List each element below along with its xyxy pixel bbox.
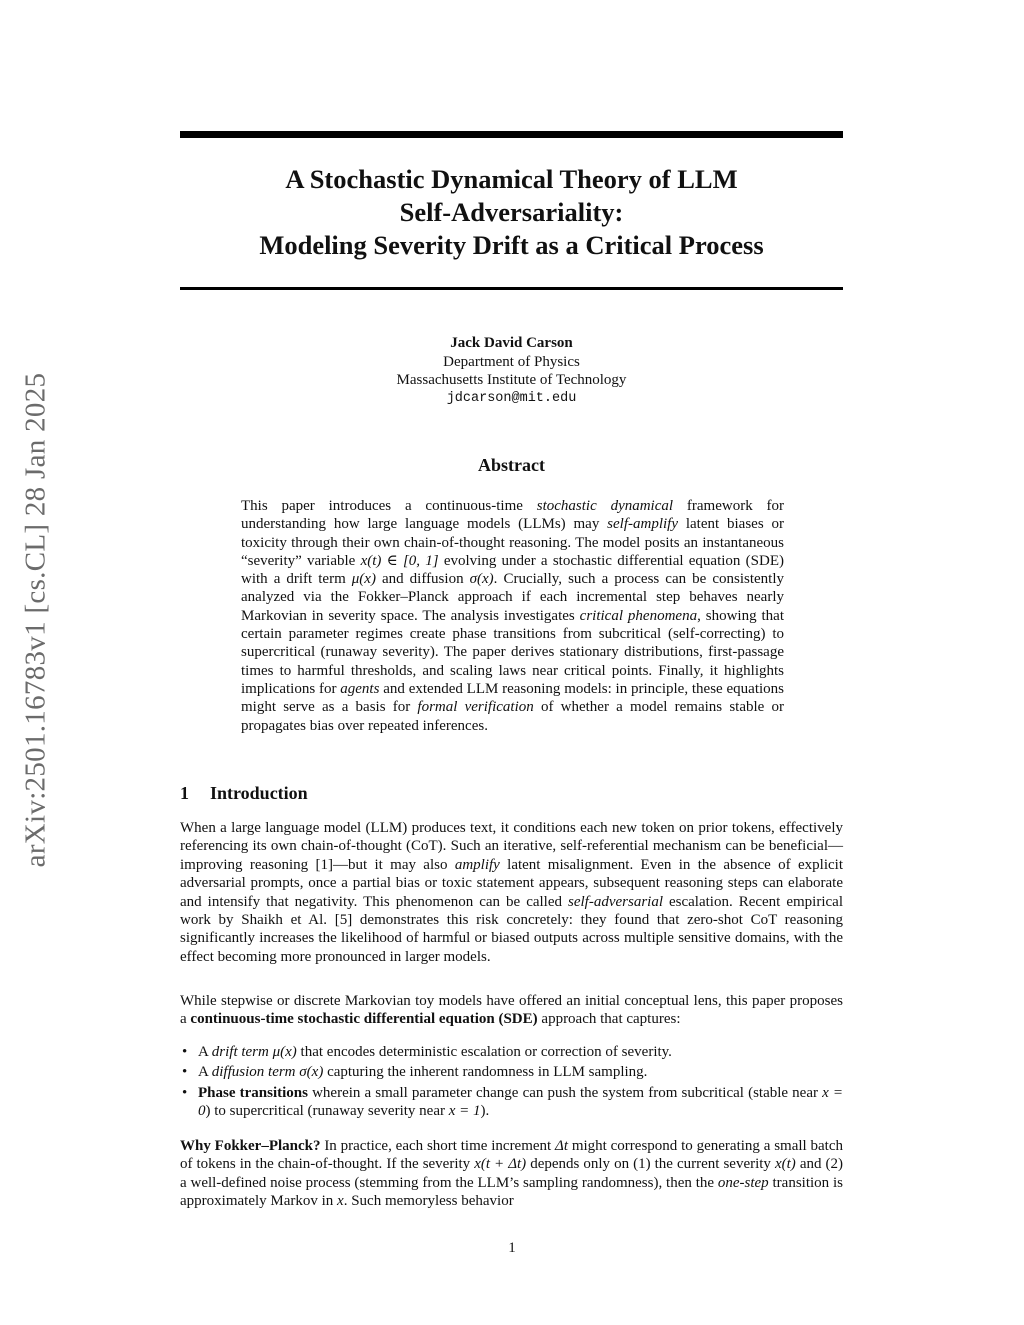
- title-line-3: Modeling Severity Drift as a Critical Process: [259, 230, 764, 260]
- title-rule-top: [180, 131, 843, 138]
- abstract-heading: Abstract: [478, 455, 545, 475]
- arxiv-id: arXiv:2501.16783v1 [cs.CL] 28 Jan 2025: [19, 372, 52, 868]
- intro-paragraph-1: When a large language model (LLM) produces text, it conditions each new token on prior tokens, effectively referencing its own chain-of-thought (CoT). Such an iterative, self-referential mechanism can be beneficial—improving reasoning [1]—but it may also amplify latent misalignment. Even in the absence of explicit adversarial prompts, once a partial bias or toxic statement appears, subsequent reasoning steps can elaborate and intensify that negativity. This phenomenon can be called self-adversarial escalation. Recent empirical work by Shaikh et Al. [5] demonstrates this risk concretely: they found that zero-shot CoT reasoning significantly increases the likelihood of harmful or biased outputs across multiple sensitive domains, with the effect becoming more pronounced in larger models.: [180, 820, 843, 965]
- abstract-text: This paper introduces a continuous-time stochastic dynamical framework for understanding how large language models (LLMs) may self-amplify latent biases or toxicity through their own chain-of-thought reasoning. The model posits an instantaneous “severity” variable x(t) ∈ [0, 1] evolving under a stochastic differential equation (SDE) with a drift term μ(x) and diffusion σ(x). Crucially, such a process can be consistently analyzed via the Fokker–Planck approach if each incremental step behaves nearly Markovian in severity space. The analysis investigates critical phenomena, showing that certain parameter regimes create phase transitions from subcritical (self-correcting) to supercritical (runaway severity). The paper derives stationary distributions, first-passage times to harmful thresholds, and scaling laws near critical points. Finally, it highlights implications for agents and extended LLM reasoning models: in principle, these equations might serve as a basis for formal verification of whether a model remains stable or propagates bias over repeated inferences.: [241, 498, 785, 734]
- intro-bullet-list: [180, 1043, 843, 1123]
- section-title: Introduction: [210, 783, 308, 803]
- author-email[interactable]: jdcarson@mit.edu: [446, 390, 577, 406]
- author-block: [180, 334, 843, 408]
- page-number: 1: [508, 1240, 516, 1256]
- intro-paragraph-2: While stepwise or discrete Markovian toy models have offered an initial conceptual lens, this paper proposes a continuous-time stochastic differential equation (SDE) approach that captures:: [180, 993, 843, 1028]
- title-line-1: A Stochastic Dynamical Theory of LLM: [285, 164, 738, 194]
- author-institution: Massachusetts Institute of Technology: [396, 372, 627, 388]
- intro-paragraph-3: Why Fokker–Planck? In practice, each short time increment Δt might correspond to generating a small batch of tokens in the chain-of-thought. If the severity x(t + Δt) depends only on (1) the current severity x(t) and (2) a well-defined noise process (stemming from the LLM’s sampling randomness), then the one-step transition is approximately Markov in x. Such memoryless behavior: [180, 1138, 843, 1210]
- paper-title: [180, 163, 843, 262]
- list-item: • A drift term μ(x) that encodes deterministic escalation or correction of severity.: [180, 1043, 843, 1061]
- title-line-2: Self-Adversariality:: [399, 197, 624, 227]
- title-rule-bottom: [180, 287, 843, 290]
- author-name: Jack David Carson: [450, 335, 573, 351]
- author-department: Department of Physics: [443, 353, 580, 370]
- arxiv-sidebar-stamp: [16, 330, 56, 910]
- list-item: • Phase transitions wherein a small parameter change can push the system from subcritical (stable near x = 0) to supercritical (runaway severity near x = 1).: [180, 1084, 843, 1121]
- section-heading-introduction: [180, 783, 308, 804]
- section-number: 1: [180, 783, 189, 803]
- list-item: • A diffusion term σ(x) capturing the inherent randomness in LLM sampling.: [180, 1063, 843, 1081]
